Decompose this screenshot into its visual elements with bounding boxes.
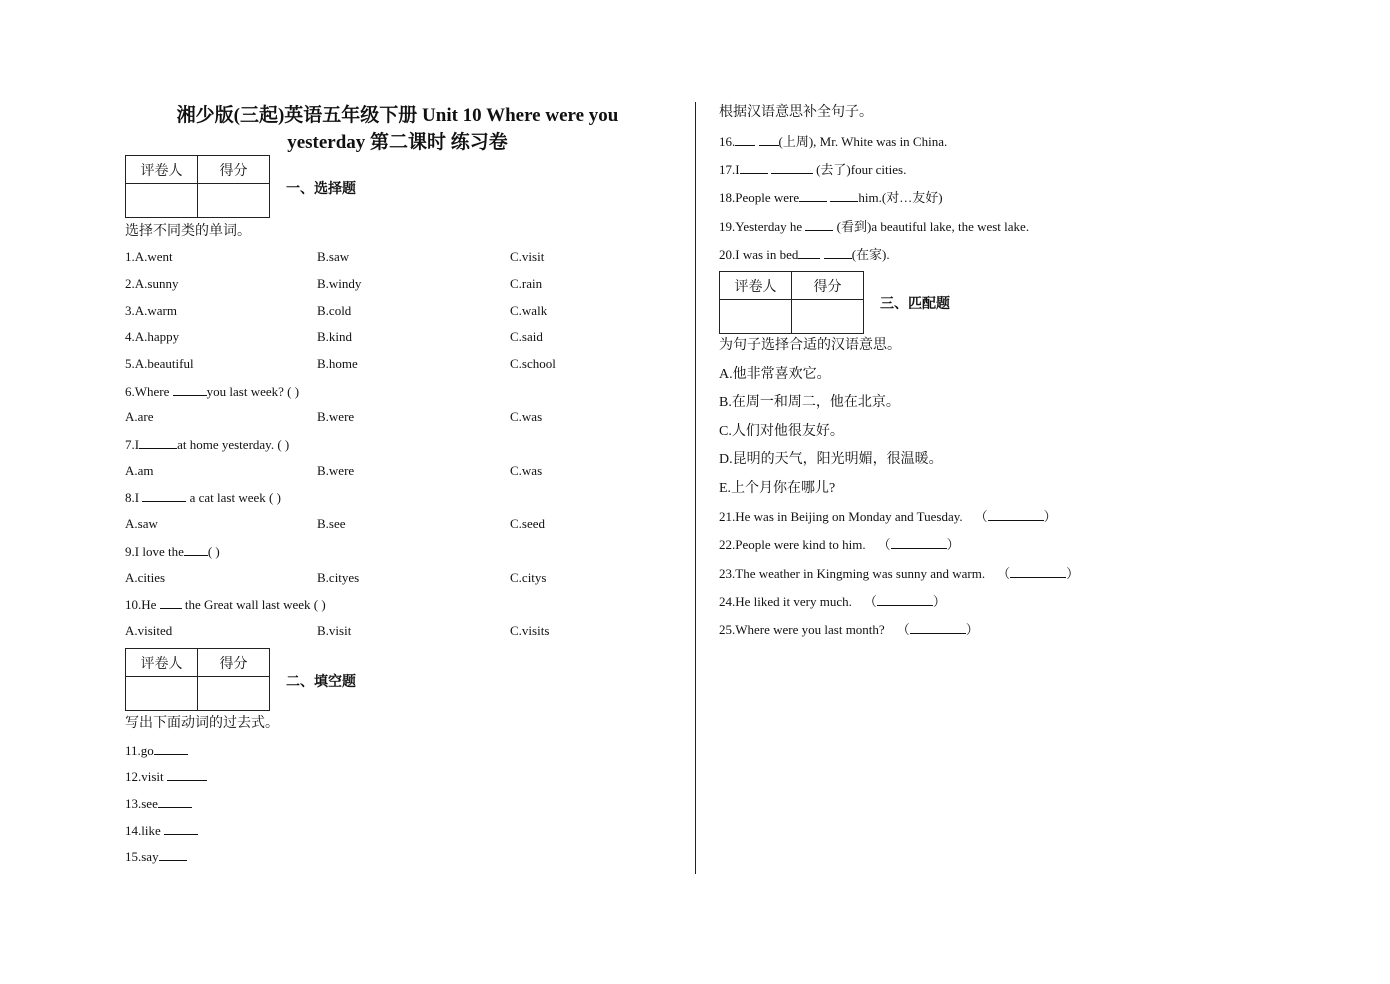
q17-blank-1[interactable]	[740, 161, 768, 174]
q5-option-a: 5.A.beautiful	[125, 356, 194, 371]
q6-pre: 6.Where	[125, 384, 173, 399]
q23	[719, 563, 1079, 582]
q12	[125, 768, 207, 785]
q6-option-c: C.was	[510, 409, 543, 424]
paren-open: （	[997, 566, 1011, 581]
q18-pre: 18.People were	[719, 190, 800, 205]
match-option-b: B.在周一和周二，他在北京。	[719, 395, 900, 410]
q1-option-b: B.saw	[317, 249, 350, 264]
q20-post: (在家).	[851, 247, 890, 262]
q9-blank[interactable]	[184, 543, 208, 556]
q8-stem	[125, 489, 281, 506]
match-option-e: E.上个月你在哪儿?	[719, 481, 836, 496]
q19	[719, 216, 1029, 235]
q19-post: (看到)a beautiful lake, the west lake.	[833, 219, 1030, 234]
q22-answer	[878, 534, 960, 553]
column-divider	[695, 102, 696, 874]
paren-close: ）	[1043, 509, 1057, 524]
q17-pre: 17.I	[719, 162, 740, 177]
q18	[719, 187, 943, 206]
score-cell	[198, 677, 270, 711]
q10-option-a: A.visited	[125, 623, 173, 638]
q8-option-b: B.see	[317, 516, 346, 531]
q14-label: 14.like	[125, 823, 164, 838]
q9-option-c: C.citys	[510, 570, 547, 585]
q1-option-c: C.visit	[510, 249, 545, 264]
q7-option-c: C.was	[510, 463, 543, 478]
q14	[125, 822, 198, 839]
q3-option-c: C.walk	[510, 303, 548, 318]
q8-pre: 8.I	[125, 490, 143, 505]
q20	[719, 244, 890, 263]
q16-blank-1[interactable]	[735, 133, 755, 146]
grader-cell	[126, 184, 198, 218]
q25-answer	[897, 619, 979, 638]
grader-label: 评卷人	[720, 272, 792, 300]
title-line-1: 湘少版(三起)英语五年级下册 Unit 10 Where were you	[176, 105, 619, 126]
q21	[719, 506, 1057, 525]
q8-option-a: A.saw	[125, 516, 158, 531]
q2-option-a: 2.A.sunny	[125, 276, 179, 291]
paren-open: （	[896, 622, 910, 637]
q8-post: a cat last week ( )	[186, 490, 281, 505]
q5-option-c: C.school	[510, 356, 556, 371]
q8-blank[interactable]	[142, 489, 186, 502]
q4-option-b: B.kind	[317, 329, 353, 344]
q3-option-a: 3.A.warm	[125, 303, 177, 318]
q25	[719, 619, 979, 638]
q10-post: the Great wall last week ( )	[181, 597, 326, 612]
paren-close: ）	[965, 622, 979, 637]
q5-option-b: B.home	[317, 356, 358, 371]
q9-post: ( )	[207, 544, 220, 559]
q2-option-b: B.windy	[317, 276, 362, 291]
grader-label: 评卷人	[126, 649, 198, 677]
q11-label: 11.go	[125, 743, 154, 758]
section3-heading: 三、匹配题	[880, 297, 950, 312]
q7-pre: 7.I	[125, 437, 140, 452]
grader-cell	[126, 677, 198, 711]
section2-instruction: 写出下面动词的过去式。	[125, 716, 279, 731]
q18-post: him.(对…友好)	[858, 190, 943, 205]
q6-option-a: A.are	[125, 409, 154, 424]
q20-blank-2[interactable]	[824, 246, 852, 259]
q23-text: 23.The weather in Kingming was sunny and warm.	[719, 566, 986, 581]
q18-blank-2[interactable]	[830, 189, 858, 202]
q10-blank[interactable]	[160, 596, 182, 609]
fill-instruction: 根据汉语意思补全句子。	[719, 105, 873, 120]
q17-post: (去了)four cities.	[812, 162, 907, 177]
q21-text: 21.He was in Beijing on Monday and Tuesday.	[719, 509, 963, 524]
q7-option-b: B.were	[317, 463, 355, 478]
q18-blank-1[interactable]	[799, 189, 827, 202]
grader-cell	[720, 300, 792, 334]
score-box-1	[125, 155, 270, 218]
q17	[719, 159, 906, 178]
q9-stem	[125, 543, 220, 560]
q10-option-b: B.visit	[317, 623, 352, 638]
q2-option-c: C.rain	[510, 276, 543, 291]
q13-blank[interactable]	[158, 795, 192, 808]
q23-blank[interactable]	[1010, 565, 1066, 578]
score-label: 得分	[198, 156, 270, 184]
q24	[719, 591, 946, 610]
q25-text: 25.Where were you last month?	[719, 622, 885, 637]
section3-instruction: 为句子选择合适的汉语意思。	[719, 338, 901, 353]
q7-post: at home yesterday. ( )	[177, 437, 290, 452]
q25-blank[interactable]	[910, 621, 966, 634]
q22-text: 22.People were kind to him.	[719, 537, 866, 552]
q9-option-b: B.cityes	[317, 570, 360, 585]
q16	[719, 131, 947, 150]
q16-blank-2[interactable]	[759, 133, 779, 146]
score-cell	[198, 184, 270, 218]
q11-blank[interactable]	[154, 742, 188, 755]
q21-blank[interactable]	[988, 508, 1044, 521]
q16-pre: 16.	[719, 134, 736, 149]
q13	[125, 795, 192, 812]
q20-pre: 20.I was in bed	[719, 247, 799, 262]
section1-heading: 一、选择题	[286, 182, 356, 197]
paren-open: （	[974, 509, 988, 524]
q1-option-a: 1.A.went	[125, 249, 173, 264]
q17-blank-2[interactable]	[771, 161, 813, 174]
paren-close: ）	[932, 594, 946, 609]
q6-blank[interactable]	[173, 383, 207, 396]
q9-option-a: A.cities	[125, 570, 166, 585]
grader-label: 评卷人	[126, 156, 198, 184]
q10-option-c: C.visits	[510, 623, 550, 638]
q6-stem	[125, 383, 299, 400]
q15	[125, 848, 187, 865]
q20-blank-1[interactable]	[798, 246, 820, 259]
q11	[125, 742, 188, 759]
match-option-c: C.人们对他很友好。	[719, 424, 844, 439]
q7-blank[interactable]	[139, 436, 177, 449]
q6-post: you last week? ( )	[206, 384, 300, 399]
paren-open: （	[863, 594, 877, 609]
q4-option-c: C.said	[510, 329, 543, 344]
q23-answer	[997, 563, 1079, 582]
q22	[719, 534, 960, 553]
paren-close: ）	[1066, 566, 1080, 581]
q4-option-a: 4.A.happy	[125, 329, 180, 344]
q21-answer	[975, 506, 1057, 525]
score-box-2	[125, 648, 270, 711]
q19-pre: 19.Yesterday he	[719, 219, 806, 234]
q15-blank[interactable]	[159, 848, 187, 861]
section2-heading: 二、填空题	[286, 675, 356, 690]
q24-blank[interactable]	[877, 593, 933, 606]
q15-label: 15.say	[125, 849, 159, 864]
paren-open: （	[877, 537, 891, 552]
q13-label: 13.see	[125, 796, 158, 811]
q7-option-a: A.am	[125, 463, 154, 478]
q7-stem	[125, 436, 289, 453]
page-title	[140, 102, 655, 156]
q3-option-b: B.cold	[317, 303, 352, 318]
q24-answer	[864, 591, 946, 610]
q14-blank[interactable]	[164, 822, 198, 835]
match-option-a: A.他非常喜欢它。	[719, 367, 831, 382]
paren-close: ）	[946, 537, 960, 552]
q12-label: 12.visit	[125, 769, 167, 784]
q24-text: 24.He liked it very much.	[719, 594, 852, 609]
score-label: 得分	[792, 272, 864, 300]
q10-pre: 10.He	[125, 597, 160, 612]
q22-blank[interactable]	[891, 536, 947, 549]
score-box-3	[719, 271, 864, 334]
q10-stem	[125, 596, 326, 613]
q8-option-c: C.seed	[510, 516, 546, 531]
q12-blank[interactable]	[167, 768, 207, 781]
q19-blank[interactable]	[805, 218, 833, 231]
q16-post: (上周), Mr. White was in China.	[778, 134, 948, 149]
score-cell	[792, 300, 864, 334]
match-option-d: D.昆明的天气，阳光明媚，很温暖。	[719, 452, 943, 467]
q6-option-b: B.were	[317, 409, 355, 424]
section1-instruction: 选择不同类的单词。	[125, 224, 251, 239]
title-line-2: yesterday 第二课时 练习卷	[287, 132, 508, 153]
score-label: 得分	[198, 649, 270, 677]
q9-pre: 9.I love the	[125, 544, 184, 559]
